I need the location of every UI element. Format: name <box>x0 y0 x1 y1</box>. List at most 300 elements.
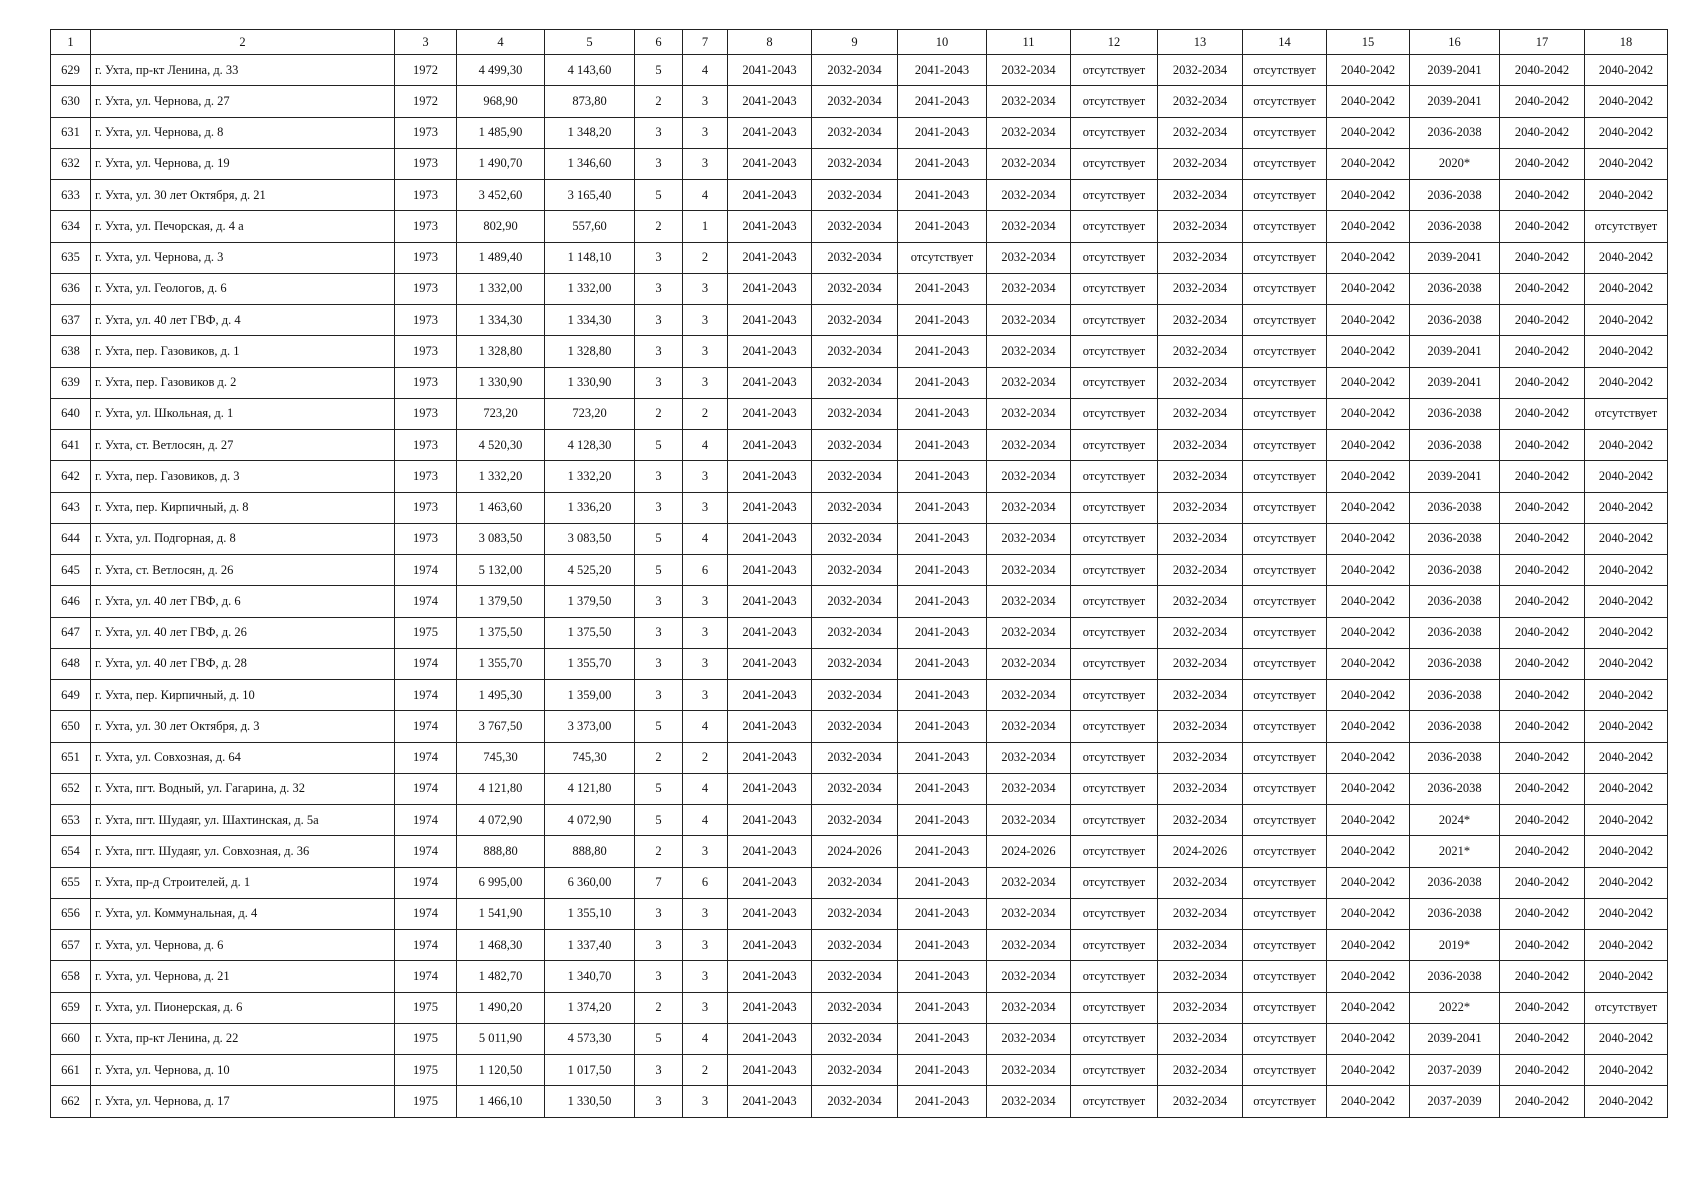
table-cell: 1 355,10 <box>545 898 635 929</box>
table-cell: отсутствует <box>1243 367 1327 398</box>
row-number-cell: 630 <box>51 86 91 117</box>
table-cell: 1973 <box>395 461 457 492</box>
table-cell: 1975 <box>395 1086 457 1117</box>
table-cell: 2032-2034 <box>812 930 898 961</box>
table-cell: 2032-2034 <box>812 805 898 836</box>
table-cell: 2032-2034 <box>812 555 898 586</box>
table-cell: отсутствует <box>1071 305 1158 336</box>
table-row <box>51 555 1668 586</box>
table-cell: 4 520,30 <box>457 430 545 461</box>
table-cell: 2040-2042 <box>1585 1023 1668 1054</box>
address-cell: г. Ухта, ул. 40 лет ГВФ, д. 6 <box>91 586 395 617</box>
table-cell: 2040-2042 <box>1585 430 1668 461</box>
table-cell: 1974 <box>395 742 457 773</box>
table-cell: 2040-2042 <box>1327 773 1410 804</box>
table-cell: отсутствует <box>1243 555 1327 586</box>
table-row <box>51 930 1668 961</box>
row-number-cell: 646 <box>51 586 91 617</box>
table-cell: 1973 <box>395 398 457 429</box>
table-cell: 3 767,50 <box>457 711 545 742</box>
address-cell: г. Ухта, ул. Чернова, д. 8 <box>91 117 395 148</box>
table-cell: 2040-2042 <box>1327 55 1410 86</box>
table-cell: 2040-2042 <box>1327 1023 1410 1054</box>
table-cell: 2039-2041 <box>1410 86 1500 117</box>
table-cell: 4 573,30 <box>545 1023 635 1054</box>
row-number-cell: 636 <box>51 273 91 304</box>
table-cell: 1974 <box>395 836 457 867</box>
table-cell: 3 <box>683 367 728 398</box>
table-cell: 2041-2043 <box>728 305 812 336</box>
table-cell: отсутствует <box>1243 86 1327 117</box>
table-cell: 2032-2034 <box>812 961 898 992</box>
table-cell: 2041-2043 <box>898 930 987 961</box>
table-cell: 1 <box>683 211 728 242</box>
table-cell: 1973 <box>395 430 457 461</box>
table-row <box>51 680 1668 711</box>
table-cell: 3 <box>683 305 728 336</box>
table-cell: 2040-2042 <box>1585 898 1668 929</box>
table-cell: 2024* <box>1410 805 1500 836</box>
table-cell: 2032-2034 <box>1158 492 1243 523</box>
table-cell: 2036-2038 <box>1410 430 1500 461</box>
table-cell: 2 <box>683 398 728 429</box>
table-cell: отсутствует <box>1071 742 1158 773</box>
table-cell: 2040-2042 <box>1500 586 1585 617</box>
table-cell: отсутствует <box>1243 55 1327 86</box>
table-row <box>51 430 1668 461</box>
table-cell: 4 121,80 <box>545 773 635 804</box>
table-cell: 2032-2034 <box>987 430 1071 461</box>
table-cell: 2032-2034 <box>987 680 1071 711</box>
table-row <box>51 117 1668 148</box>
table-cell: 2032-2034 <box>987 336 1071 367</box>
table-cell: 2032-2034 <box>987 148 1071 179</box>
row-number-cell: 645 <box>51 555 91 586</box>
table-cell: 2032-2034 <box>987 586 1071 617</box>
table-cell: 2032-2034 <box>812 648 898 679</box>
table-cell: 3 <box>683 836 728 867</box>
table-cell: 1 348,20 <box>545 117 635 148</box>
table-cell: 2032-2034 <box>1158 273 1243 304</box>
table-cell: 5 <box>635 773 683 804</box>
address-cell: г. Ухта, пгт. Шудаяг, ул. Совхозная, д. 36 <box>91 836 395 867</box>
table-cell: 3 <box>635 273 683 304</box>
table-cell: 2032-2034 <box>1158 711 1243 742</box>
table-cell: 2040-2042 <box>1585 117 1668 148</box>
table-cell: 5 <box>635 55 683 86</box>
table-cell: 1 330,50 <box>545 1086 635 1117</box>
table-cell: 5 <box>635 805 683 836</box>
table-cell: отсутствует <box>1243 867 1327 898</box>
table-cell: 3 <box>683 273 728 304</box>
table-row <box>51 961 1668 992</box>
table-cell: 2040-2042 <box>1327 992 1410 1023</box>
table-cell: 2032-2034 <box>812 367 898 398</box>
column-number-cell: 18 <box>1585 30 1668 55</box>
table-cell: 1974 <box>395 555 457 586</box>
address-cell: г. Ухта, ул. Чернова, д. 17 <box>91 1086 395 1117</box>
table-cell: отсутствует <box>1071 586 1158 617</box>
table-cell: отсутствует <box>1585 398 1668 429</box>
table-cell: 2040-2042 <box>1500 1023 1585 1054</box>
table-cell: 802,90 <box>457 211 545 242</box>
table-cell: 2 <box>683 242 728 273</box>
table-cell: 2032-2034 <box>1158 367 1243 398</box>
table-cell: 2041-2043 <box>728 211 812 242</box>
table-cell: отсутствует <box>1243 1023 1327 1054</box>
table-cell: 2041-2043 <box>728 680 812 711</box>
column-number-cell: 2 <box>91 30 395 55</box>
row-number-cell: 631 <box>51 117 91 148</box>
row-number-cell: 656 <box>51 898 91 929</box>
table-cell: 2032-2034 <box>812 242 898 273</box>
table-cell: 2036-2038 <box>1410 305 1500 336</box>
table-cell: 1974 <box>395 648 457 679</box>
column-number-cell: 9 <box>812 30 898 55</box>
table-row <box>51 617 1668 648</box>
table-cell: отсутствует <box>1243 773 1327 804</box>
table-cell: 2032-2034 <box>1158 180 1243 211</box>
table-cell: 4 121,80 <box>457 773 545 804</box>
table-cell: 2039-2041 <box>1410 242 1500 273</box>
table-cell: 3 <box>635 680 683 711</box>
row-number-cell: 657 <box>51 930 91 961</box>
table-cell: 4 <box>683 180 728 211</box>
table-cell: 2041-2043 <box>898 555 987 586</box>
row-number-cell: 649 <box>51 680 91 711</box>
table-cell: 2039-2041 <box>1410 461 1500 492</box>
table-cell: отсутствует <box>1243 242 1327 273</box>
table-cell: 2041-2043 <box>898 992 987 1023</box>
table-cell: 2041-2043 <box>728 648 812 679</box>
table-cell: 2036-2038 <box>1410 867 1500 898</box>
table-cell: 4 143,60 <box>545 55 635 86</box>
row-number-cell: 661 <box>51 1055 91 1086</box>
table-cell: отсутствует <box>1071 461 1158 492</box>
table-cell: 2041-2043 <box>728 711 812 742</box>
table-cell: 1 330,90 <box>545 367 635 398</box>
table-cell: 2041-2043 <box>898 148 987 179</box>
table-cell: 2032-2034 <box>812 148 898 179</box>
row-number-cell: 641 <box>51 430 91 461</box>
table-cell: отсутствует <box>1243 836 1327 867</box>
table-cell: 5 <box>635 180 683 211</box>
table-cell: 2040-2042 <box>1500 523 1585 554</box>
table-cell: 2032-2034 <box>987 367 1071 398</box>
table-cell: 1 468,30 <box>457 930 545 961</box>
table-cell: 2040-2042 <box>1327 805 1410 836</box>
table-cell: 2041-2043 <box>728 992 812 1023</box>
table-cell: 2032-2034 <box>1158 305 1243 336</box>
table-cell: 968,90 <box>457 86 545 117</box>
table-cell: 2040-2042 <box>1585 648 1668 679</box>
table-cell: 1973 <box>395 305 457 336</box>
table-cell: 3 <box>683 86 728 117</box>
table-cell: 1 148,10 <box>545 242 635 273</box>
table-cell: 2041-2043 <box>898 492 987 523</box>
table-cell: 3 <box>635 461 683 492</box>
table-cell: 2041-2043 <box>728 742 812 773</box>
address-cell: г. Ухта, ул. Чернова, д. 6 <box>91 930 395 961</box>
table-row <box>51 211 1668 242</box>
table-cell: отсутствует <box>1071 992 1158 1023</box>
table-cell: 1974 <box>395 711 457 742</box>
table-cell: 1 541,90 <box>457 898 545 929</box>
table-cell: 2040-2042 <box>1327 898 1410 929</box>
table-cell: 2040-2042 <box>1500 805 1585 836</box>
table-cell: 2041-2043 <box>728 55 812 86</box>
row-number-cell: 633 <box>51 180 91 211</box>
table-cell: 2040-2042 <box>1585 805 1668 836</box>
table-cell: отсутствует <box>1243 273 1327 304</box>
table-cell: 3 <box>635 242 683 273</box>
table-cell: 2040-2042 <box>1327 617 1410 648</box>
table-cell: 3 <box>635 117 683 148</box>
table-cell: 2040-2042 <box>1327 430 1410 461</box>
address-cell: г. Ухта, ул. Чернова, д. 21 <box>91 961 395 992</box>
row-number-cell: 644 <box>51 523 91 554</box>
table-cell: 1973 <box>395 523 457 554</box>
table-cell: 2040-2042 <box>1327 523 1410 554</box>
table-cell: 2041-2043 <box>728 617 812 648</box>
table-cell: 2 <box>683 1055 728 1086</box>
column-number-cell: 12 <box>1071 30 1158 55</box>
table-cell: 2040-2042 <box>1500 305 1585 336</box>
table-cell: отсутствует <box>1243 1055 1327 1086</box>
table-cell: 1 340,70 <box>545 961 635 992</box>
table-cell: отсутствует <box>1071 930 1158 961</box>
table-cell: 2040-2042 <box>1500 992 1585 1023</box>
address-cell: г. Ухта, ул. Школьная, д. 1 <box>91 398 395 429</box>
table-row <box>51 367 1668 398</box>
table-cell: 6 360,00 <box>545 867 635 898</box>
table-cell: 2040-2042 <box>1585 367 1668 398</box>
table-cell: 2041-2043 <box>728 273 812 304</box>
table-cell: 1 332,00 <box>545 273 635 304</box>
table-cell: 2036-2038 <box>1410 742 1500 773</box>
table-cell: 1 328,80 <box>545 336 635 367</box>
table-cell: 2032-2034 <box>987 180 1071 211</box>
table-cell: 2041-2043 <box>898 273 987 304</box>
table-cell: 6 995,00 <box>457 867 545 898</box>
table-cell: отсутствует <box>1243 742 1327 773</box>
table-cell: 2032-2034 <box>812 617 898 648</box>
table-cell: 2040-2042 <box>1585 867 1668 898</box>
table-cell: отсутствует <box>1243 117 1327 148</box>
table-cell: 2040-2042 <box>1327 242 1410 273</box>
table-cell: 3 083,50 <box>457 523 545 554</box>
table-cell: 2036-2038 <box>1410 617 1500 648</box>
address-cell: г. Ухта, ул. Геологов, д. 6 <box>91 273 395 304</box>
table-cell: отсутствует <box>1071 86 1158 117</box>
table-cell: 2040-2042 <box>1500 336 1585 367</box>
table-cell: 2039-2041 <box>1410 1023 1500 1054</box>
table-cell: 1973 <box>395 273 457 304</box>
table-cell: 2041-2043 <box>728 555 812 586</box>
table-cell: 4 <box>683 805 728 836</box>
table-cell: 2024-2026 <box>812 836 898 867</box>
table-body <box>51 30 1668 1118</box>
address-cell: г. Ухта, пер. Газовиков, д. 1 <box>91 336 395 367</box>
table-row <box>51 398 1668 429</box>
row-number-cell: 659 <box>51 992 91 1023</box>
table-cell: 2041-2043 <box>898 711 987 742</box>
table-cell: 2040-2042 <box>1585 617 1668 648</box>
table-cell: 2024-2026 <box>987 836 1071 867</box>
table-cell: 2040-2042 <box>1500 742 1585 773</box>
table-cell: 2 <box>635 211 683 242</box>
table-cell: 2041-2043 <box>898 461 987 492</box>
table-cell: 2040-2042 <box>1500 930 1585 961</box>
table-cell: 2032-2034 <box>1158 117 1243 148</box>
table-cell: 3 <box>635 148 683 179</box>
table-cell: 2039-2041 <box>1410 55 1500 86</box>
address-cell: г. Ухта, ул. 40 лет ГВФ, д. 4 <box>91 305 395 336</box>
table-cell: 2041-2043 <box>898 367 987 398</box>
table-cell: отсутствует <box>1071 211 1158 242</box>
table-cell: 2041-2043 <box>728 117 812 148</box>
table-cell: 2041-2043 <box>728 367 812 398</box>
table-row <box>51 1023 1668 1054</box>
table-cell: 2040-2042 <box>1327 648 1410 679</box>
table-cell: 3 <box>635 492 683 523</box>
table-cell: 1974 <box>395 898 457 929</box>
table-cell: 2040-2042 <box>1327 86 1410 117</box>
table-cell: 2040-2042 <box>1585 148 1668 179</box>
table-cell: отсутствует <box>1071 180 1158 211</box>
table-cell: 2032-2034 <box>812 680 898 711</box>
table-cell: отсутствует <box>1071 1055 1158 1086</box>
row-number-cell: 658 <box>51 961 91 992</box>
table-cell: 3 373,00 <box>545 711 635 742</box>
row-number-cell: 643 <box>51 492 91 523</box>
table-cell: отсутствует <box>1585 211 1668 242</box>
table-cell: 745,30 <box>545 742 635 773</box>
table-cell: 5 011,90 <box>457 1023 545 1054</box>
table-cell: 2040-2042 <box>1500 867 1585 898</box>
table-cell: 2032-2034 <box>812 180 898 211</box>
table-cell: 2040-2042 <box>1585 492 1668 523</box>
table-cell: отсутствует <box>1071 805 1158 836</box>
table-cell: 1973 <box>395 242 457 273</box>
table-cell: 1974 <box>395 867 457 898</box>
table-cell: 2041-2043 <box>728 148 812 179</box>
header-row <box>51 30 1668 55</box>
table-cell: 2041-2043 <box>898 211 987 242</box>
table-cell: 3 <box>683 336 728 367</box>
table-cell: 2032-2034 <box>1158 555 1243 586</box>
table-cell: 2032-2034 <box>1158 398 1243 429</box>
column-number-cell: 16 <box>1410 30 1500 55</box>
table-cell: 2032-2034 <box>812 117 898 148</box>
table-cell: 2040-2042 <box>1327 398 1410 429</box>
table-cell: 2041-2043 <box>728 773 812 804</box>
table-cell: 3 <box>635 1086 683 1117</box>
table-cell: 6 <box>683 867 728 898</box>
table-cell: 1973 <box>395 492 457 523</box>
table-cell: 2040-2042 <box>1327 961 1410 992</box>
table-row <box>51 836 1668 867</box>
table-cell: отсутствует <box>1243 148 1327 179</box>
table-cell: 2041-2043 <box>898 586 987 617</box>
column-number-cell: 10 <box>898 30 987 55</box>
table-cell: отсутствует <box>1071 148 1158 179</box>
address-cell: г. Ухта, ул. Пионерская, д. 6 <box>91 992 395 1023</box>
table-row <box>51 523 1668 554</box>
table-cell: 1 120,50 <box>457 1055 545 1086</box>
table-cell: 1975 <box>395 1055 457 1086</box>
row-number-cell: 639 <box>51 367 91 398</box>
table-cell: 2041-2043 <box>898 805 987 836</box>
table-cell: 2040-2042 <box>1500 86 1585 117</box>
table-cell: отсутствует <box>1071 680 1158 711</box>
table-cell: 3 <box>635 648 683 679</box>
address-cell: г. Ухта, пгт. Водный, ул. Гагарина, д. 32 <box>91 773 395 804</box>
table-cell: 5 <box>635 711 683 742</box>
table-cell: 2032-2034 <box>812 211 898 242</box>
table-cell: 2041-2043 <box>728 461 812 492</box>
table-cell: 2040-2042 <box>1327 1055 1410 1086</box>
row-number-cell: 635 <box>51 242 91 273</box>
table-cell: 7 <box>635 867 683 898</box>
table-cell: 2040-2042 <box>1500 492 1585 523</box>
table-cell: 1 485,90 <box>457 117 545 148</box>
column-number-cell: 6 <box>635 30 683 55</box>
table-row <box>51 1055 1668 1086</box>
repair-schedule-table <box>50 29 1668 1118</box>
table-row <box>51 305 1668 336</box>
table-cell: 1975 <box>395 1023 457 1054</box>
table-cell: 2032-2034 <box>812 398 898 429</box>
table-cell: 2040-2042 <box>1500 1086 1585 1117</box>
table-cell: отсутствует <box>1071 648 1158 679</box>
table-cell: 2040-2042 <box>1500 117 1585 148</box>
table-cell: 3 <box>635 586 683 617</box>
table-cell: 2024-2026 <box>1158 836 1243 867</box>
table-cell: 888,80 <box>457 836 545 867</box>
table-cell: 3 <box>635 961 683 992</box>
table-cell: отсутствует <box>1071 836 1158 867</box>
table-cell: 2032-2034 <box>987 773 1071 804</box>
table-cell: 3 <box>683 492 728 523</box>
table-cell: 2032-2034 <box>812 273 898 304</box>
table-cell: 1975 <box>395 992 457 1023</box>
table-cell: 4 <box>683 430 728 461</box>
table-cell: 2040-2042 <box>1500 680 1585 711</box>
table-cell: 2032-2034 <box>1158 148 1243 179</box>
table-cell: 2040-2042 <box>1327 1086 1410 1117</box>
table-cell: 2036-2038 <box>1410 898 1500 929</box>
table-cell: отсутствует <box>1071 898 1158 929</box>
table-cell: 1 375,50 <box>545 617 635 648</box>
table-cell: 2032-2034 <box>812 523 898 554</box>
table-cell: отсутствует <box>1071 711 1158 742</box>
table-cell: 2032-2034 <box>987 742 1071 773</box>
table-cell: 2040-2042 <box>1500 836 1585 867</box>
table-cell: 1974 <box>395 930 457 961</box>
table-row <box>51 867 1668 898</box>
table-cell: 2032-2034 <box>1158 242 1243 273</box>
table-cell: отсутствует <box>1243 398 1327 429</box>
table-cell: 2032-2034 <box>987 55 1071 86</box>
row-number-cell: 637 <box>51 305 91 336</box>
table-cell: 2040-2042 <box>1327 148 1410 179</box>
table-cell: 1 490,20 <box>457 992 545 1023</box>
table-cell: 2040-2042 <box>1500 242 1585 273</box>
table-cell: 2032-2034 <box>1158 773 1243 804</box>
table-cell: 2041-2043 <box>898 523 987 554</box>
row-number-cell: 651 <box>51 742 91 773</box>
